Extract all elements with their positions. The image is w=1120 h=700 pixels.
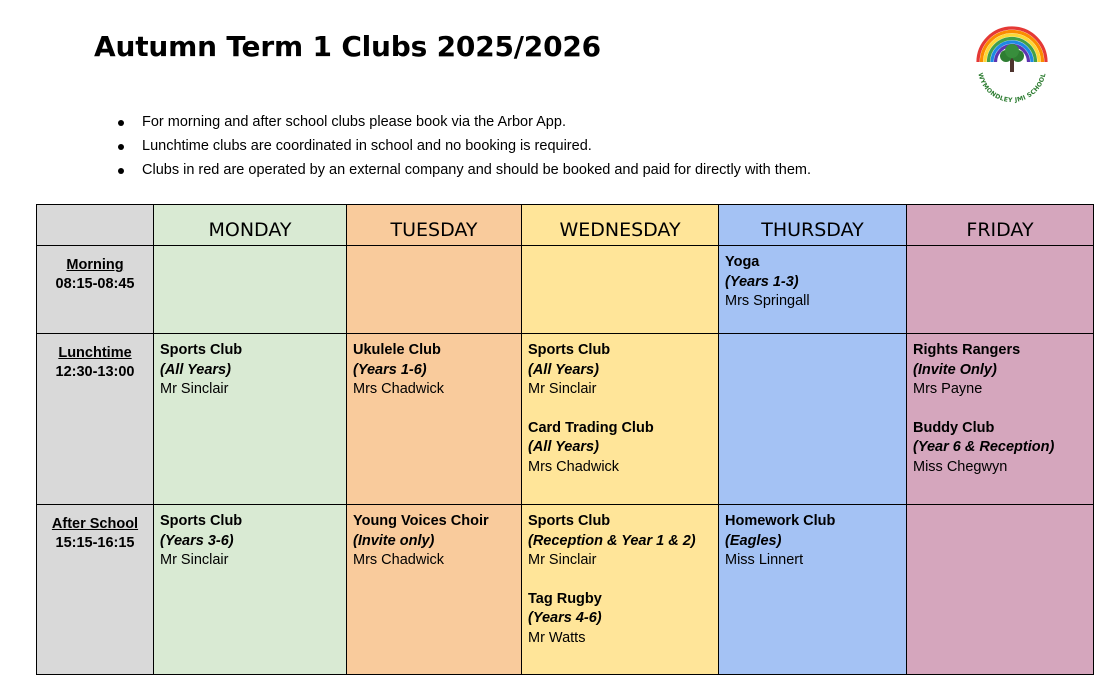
club-staff: Mr Watts <box>528 629 586 646</box>
slot-label: Lunchtime <box>58 345 132 361</box>
club-staff: Mr Sinclair <box>160 552 229 568</box>
svg-text:WYMONDLEY JMI SCHOOL <box>976 72 1047 104</box>
club-years: (Eagles) <box>725 532 782 549</box>
note-item <box>118 134 811 158</box>
club-entry <box>913 419 1087 478</box>
club-staff: Mrs Payne <box>913 381 983 397</box>
cell-after-school-wednesday <box>522 505 719 675</box>
club-entry <box>353 341 515 400</box>
note-text: Lunchtime clubs are coordinated in school and no booking is required. <box>142 138 592 154</box>
cell-lunchtime-friday <box>907 334 1094 505</box>
club-staff: Mrs Springall <box>725 293 810 309</box>
club-years: (Invite Only) <box>913 361 997 378</box>
cell-after-school-monday <box>154 505 347 675</box>
club-entry <box>528 590 712 649</box>
cell-after-school-thursday <box>719 505 907 675</box>
club-name: Homework Club <box>725 513 836 529</box>
timetable-row-after-school <box>37 505 1094 675</box>
club-name: Sports Club <box>528 513 611 529</box>
club-staff: Mrs Chadwick <box>528 458 620 475</box>
club-years: (All Years) <box>528 361 599 378</box>
club-name: Sports Club <box>160 342 243 358</box>
club-entry <box>528 341 712 400</box>
cell-lunchtime-wednesday <box>522 334 719 505</box>
notes-list <box>118 110 811 182</box>
timetable <box>36 204 1094 675</box>
header-thursday: THURSDAY <box>719 205 907 246</box>
club-staff: Mr Sinclair <box>160 381 229 397</box>
club-entry <box>528 512 712 571</box>
cell-morning-wednesday <box>522 246 719 334</box>
club-name: Sports Club <box>160 513 243 529</box>
header-friday: FRIDAY <box>907 205 1094 246</box>
note-text: Clubs in red are operated by an external company and should be booked and paid for directly with them. <box>142 162 812 178</box>
club-staff: Mrs Chadwick <box>353 552 445 568</box>
club-years: (Reception & Year 1 & 2) <box>528 532 696 549</box>
slot-lunchtime <box>37 334 154 505</box>
rainbow-tree-logo-icon <box>970 22 1054 106</box>
club-years: (Years 4-6) <box>528 610 602 626</box>
header-corner <box>37 205 154 246</box>
club-entry <box>913 341 1087 400</box>
timetable-row-morning <box>37 246 1094 334</box>
club-entry <box>528 419 712 478</box>
club-name: Buddy Club <box>913 419 995 436</box>
note-text: For morning and after school clubs please book via the Arbor App. <box>142 114 566 130</box>
club-entry <box>353 512 515 571</box>
club-name: Ukulele Club <box>353 342 441 358</box>
club-years: (Years 3-6) <box>160 532 234 549</box>
cell-after-school-tuesday <box>347 505 522 675</box>
club-years: (All Years) <box>528 439 599 455</box>
bullet-icon <box>118 144 124 150</box>
cell-morning-monday <box>154 246 347 334</box>
timetable-row-lunchtime <box>37 334 1094 505</box>
club-staff: Mr Sinclair <box>528 381 597 397</box>
club-name: Rights Rangers <box>913 342 1021 358</box>
note-item <box>118 110 811 134</box>
club-years: (Invite only) <box>353 532 435 549</box>
page-title: Autumn Term 1 Clubs 2025/2026 <box>94 30 601 63</box>
cell-morning-tuesday <box>347 246 522 334</box>
club-name: Tag Rugby <box>528 590 602 607</box>
bullet-icon <box>118 120 124 126</box>
club-entry <box>160 512 340 571</box>
header-wednesday: WEDNESDAY <box>522 205 719 246</box>
cell-morning-thursday <box>719 246 907 334</box>
cell-lunchtime-monday <box>154 334 347 505</box>
slot-label: Morning <box>66 257 124 273</box>
cell-morning-friday <box>907 246 1094 334</box>
club-staff: Mrs Chadwick <box>353 381 445 397</box>
slot-label: After School <box>51 516 139 532</box>
club-name: Sports Club <box>528 342 611 358</box>
club-years: (All Years) <box>160 361 231 378</box>
cell-after-school-friday <box>907 505 1094 675</box>
club-name: Card Trading Club <box>528 419 654 436</box>
cell-lunchtime-tuesday <box>347 334 522 505</box>
school-logo <box>970 22 1054 106</box>
club-entry <box>160 341 340 400</box>
header-monday: MONDAY <box>154 205 347 246</box>
club-years: (Years 1-3) <box>725 273 799 290</box>
club-staff: Miss Linnert <box>725 552 804 568</box>
club-years: (Year 6 & Reception) <box>913 439 1055 455</box>
club-entry <box>725 253 900 312</box>
slot-morning <box>37 246 154 334</box>
club-staff: Mr Sinclair <box>528 552 597 568</box>
club-name: Young Voices Choir <box>353 513 489 529</box>
bullet-icon <box>118 168 124 174</box>
club-name: Yoga <box>725 254 760 270</box>
header-tuesday: TUESDAY <box>347 205 522 246</box>
club-entry <box>725 512 900 571</box>
slot-after-school <box>37 505 154 675</box>
slot-time: 08:15-08:45 <box>55 276 135 292</box>
cell-lunchtime-thursday <box>719 334 907 505</box>
club-years: (Years 1-6) <box>353 361 427 378</box>
logo-text: WYMONDLEY JMI SCHOOL <box>976 72 1048 105</box>
club-staff: Miss Chegwyn <box>913 458 1008 475</box>
timetable-header-row <box>37 205 1094 246</box>
slot-time: 12:30-13:00 <box>55 364 135 380</box>
note-item <box>118 158 811 182</box>
slot-time: 15:15-16:15 <box>55 535 135 551</box>
